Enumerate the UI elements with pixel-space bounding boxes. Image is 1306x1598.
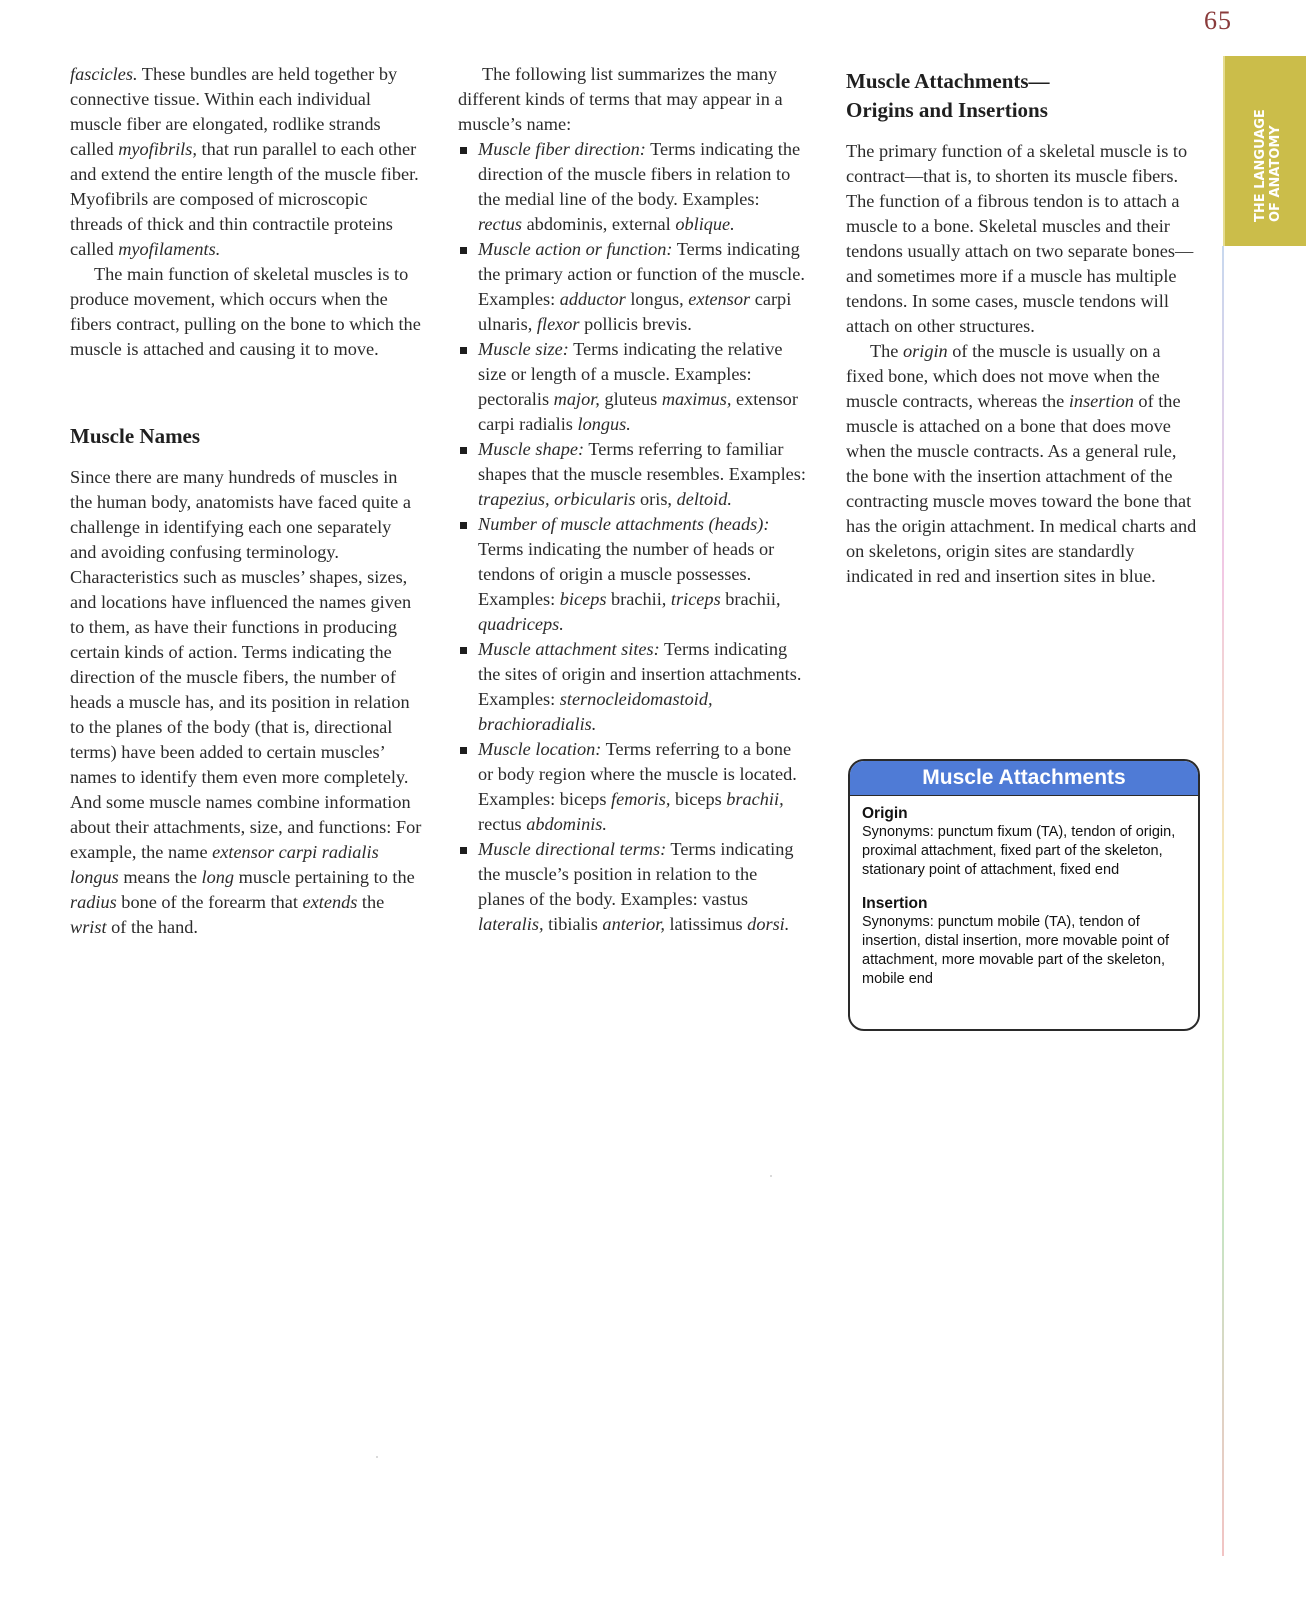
italic-term: myofibrils,	[118, 139, 197, 159]
italic-term: lateralis,	[478, 914, 544, 934]
list-item	[458, 837, 808, 937]
paper-speck	[770, 1175, 772, 1177]
term-list	[458, 137, 808, 937]
bullet-icon	[460, 847, 467, 854]
muscle-attachments-box	[848, 759, 1200, 1031]
italic-term: Muscle location:	[478, 739, 602, 759]
italic-term: quadriceps.	[478, 614, 564, 634]
italic-term: rectus	[478, 214, 522, 234]
italic-term: Muscle size:	[478, 339, 569, 359]
italic-term: extensor	[688, 289, 751, 309]
italic-term: maximus,	[661, 389, 732, 409]
section-tab-label-line2: OF ANATOMY	[1268, 125, 1283, 222]
paragraph-skeletal-function: The main function of skeletal muscles is to produce movement, which occurs when the fibers contract, pulling on the bone to which the muscle is attached and causing it to move.	[70, 264, 421, 359]
italic-term: femoris,	[611, 789, 671, 809]
list-item-text: Muscle attachment sites: Terms indicating the sites of origin and insertion attachments. Examples: sternocleidomastoid, brachioradialis.	[478, 639, 802, 734]
paper-speck	[376, 1456, 378, 1458]
italic-term: trapezius, orbicularis	[478, 489, 636, 509]
list-item-text: Muscle directional terms: Terms indicating the muscle’s position in relation to the planes of the body. Examples: vastus lateralis, tibialis anterior, latissimus dorsi.	[478, 839, 794, 934]
bullet-icon	[460, 522, 467, 529]
list-item-text: Muscle location: Terms referring to a bone or body region where the muscle is located. Examples: biceps femoris, biceps brachii, rectus abdominis.	[478, 739, 797, 834]
italic-term: brachii,	[726, 789, 784, 809]
list-item	[458, 512, 808, 637]
italic-term: Number of muscle attachments (heads):	[478, 514, 770, 534]
bullet-icon	[460, 447, 467, 454]
italic-term: Muscle fiber direction:	[478, 139, 646, 159]
page-number: 65	[1204, 6, 1232, 35]
italic-term: fascicles.	[70, 64, 138, 84]
heading-line-2: Origins and Insertions	[846, 98, 1048, 122]
italic-term: oblique.	[675, 214, 735, 234]
box-spacer	[862, 880, 1186, 894]
bullet-icon	[460, 747, 467, 754]
italic-term: Muscle action or function:	[478, 239, 673, 259]
paragraph-fascicles: fascicles. These bundles are held together by connective tissue. Within each individual muscle fiber are elongated, rodlike strands called myofibrils, that run parallel to each other and extend the entire length of the muscle fiber. Myofibrils are composed of microscopic threads of thick and thin contractile proteins called myofilaments.	[70, 64, 419, 259]
italic-term: radius	[70, 892, 117, 912]
italic-term: abdominis.	[526, 814, 607, 834]
bullet-icon	[460, 647, 467, 654]
italic-term: long	[201, 867, 235, 887]
bullet-icon	[460, 247, 467, 254]
list-item-text: Number of muscle attachments (heads): Terms indicating the number of heads or tendons of origin a muscle possesses. Examples: biceps brachii, triceps brachii, quadriceps.	[478, 514, 781, 634]
paragraph-muscle-names: Since there are many hundreds of muscles in the human body, anatomists have faced quite a challenge in identifying each one separately and avoiding confusing terminology. Characteristics such as muscles’ shapes, sizes, and locations have influenced the names given to them, as have their functions in producing certain kinds of action. Terms indicating the direction of the muscle fibers, the number of heads a muscle has, and its position in relation to the planes of the body (that is, directional terms) have been added to certain muscles’ names to identify them even more completely. And some muscle names combine information about their attachments, size, and functions: For example, the name extensor carpi radialis longus means the long muscle pertaining to the radius bone of the forearm that extends the wrist of the hand.	[70, 467, 422, 937]
section-tab	[1223, 56, 1306, 246]
paragraph-origin-insertion: The origin of the muscle is usually on a fixed bone, which does not move when the muscle contracts, whereas the insertion of the muscle is attached on a bone that does move when the muscle contracts. As a general rule, the bone with the insertion attachment of the contracting muscle moves toward the bone that has the origin attachment. In medical charts and on skeletons, origin sites are standardly indicated in red and insertion sites in blue.	[846, 341, 1197, 586]
italic-term: extensor carpi radialis longus	[70, 842, 379, 887]
italic-term: Muscle shape:	[478, 439, 585, 459]
origin-term: Origin	[862, 805, 908, 822]
paragraph-primary-function: The primary function of a skeletal muscle is to contract—that is, to shorten its muscle fibers. The function of a fibrous tendon is to attach a muscle to a bone. Skeletal muscles and their tendons usually attach on two separate bones—and sometimes more if a muscle has multiple tendons. In some cases, muscle tendons will attach on other structures.	[846, 141, 1194, 336]
column-left	[70, 62, 422, 940]
box-title: Muscle Attachments	[850, 761, 1198, 796]
italic-term: adductor	[559, 289, 626, 309]
bullet-icon	[460, 347, 467, 354]
italic-term: sternocleidomastoid, brachioradialis.	[478, 689, 713, 734]
italic-term: biceps	[559, 589, 607, 609]
list-item	[458, 637, 808, 737]
box-body	[850, 796, 1198, 989]
list-item-text: Muscle action or function: Terms indicating the primary action or function of the muscle. Examples: adductor longus, extensor carpi ulnaris, flexor pollicis brevis.	[478, 239, 805, 334]
list-item	[458, 237, 808, 337]
paragraph-list-intro: The following list summarizes the many different kinds of terms that may appear in a muscle’s name:	[458, 64, 783, 134]
list-item	[458, 437, 808, 512]
italic-term: deltoid.	[676, 489, 732, 509]
list-item	[458, 137, 808, 237]
italic-term: origin	[903, 341, 948, 361]
italic-term: extends	[302, 892, 358, 912]
heading-muscle-names: Muscle Names	[70, 424, 201, 448]
list-item-text: Muscle size: Terms indicating the relative size or length of a muscle. Examples: pectoralis major, gluteus maximus, extensor carpi radialis longus.	[478, 339, 798, 434]
list-item	[458, 737, 808, 837]
italic-term: flexor	[536, 314, 580, 334]
section-tab-label	[1253, 109, 1283, 222]
section-tab-label-line1: THE LANGUAGE	[1253, 109, 1268, 222]
italic-term: major,	[553, 389, 600, 409]
italic-term: insertion	[1068, 391, 1134, 411]
list-item-text: Muscle fiber direction: Terms indicating the direction of the muscle fibers in relation to the medial line of the body. Examples: rectus abdominis, external oblique.	[478, 139, 801, 234]
list-item-text: Muscle shape: Terms referring to familiar shapes that the muscle resembles. Examples: trapezius, orbicularis oris, deltoid.	[478, 439, 806, 509]
italic-term: Muscle directional terms:	[478, 839, 667, 859]
origin-definition: Synonyms: punctum fixum (TA), tendon of origin, proximal attachment, fixed part of the skeleton, stationary point of attachment, fixed end	[862, 824, 1176, 878]
heading-line-1: Muscle Attachments—	[846, 69, 1050, 93]
italic-term: myofilaments.	[118, 239, 221, 259]
italic-term: longus.	[577, 414, 631, 434]
column-middle	[458, 62, 808, 937]
italic-term: dorsi.	[747, 914, 790, 934]
column-right	[846, 62, 1198, 589]
italic-term: anterior,	[602, 914, 665, 934]
italic-term: Muscle attachment sites:	[478, 639, 660, 659]
heading-muscle-attachments	[846, 67, 1198, 125]
margin-color-line	[1222, 246, 1224, 1556]
list-item	[458, 337, 808, 437]
insertion-term: Insertion	[862, 895, 928, 912]
bullet-icon	[460, 147, 467, 154]
insertion-definition: Synonyms: punctum mobile (TA), tendon of insertion, distal insertion, more movable point of attachment, more movable part of the skeleton, mobile end	[862, 914, 1170, 987]
italic-term: wrist	[70, 917, 107, 937]
italic-term: triceps	[670, 589, 721, 609]
